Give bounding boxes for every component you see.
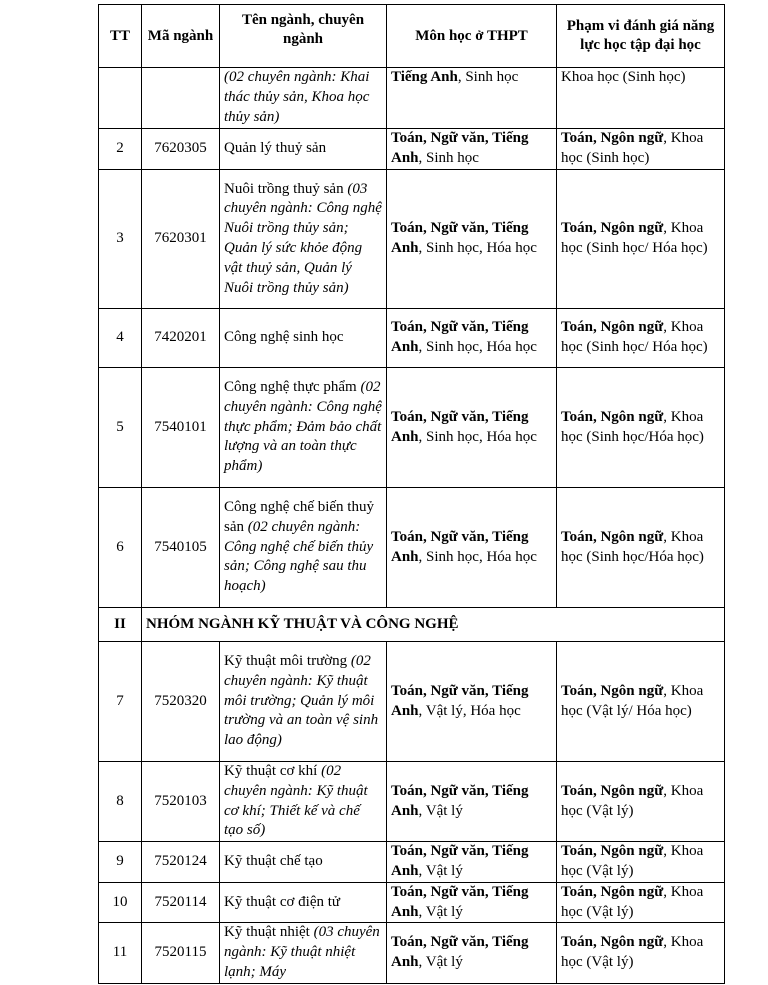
row-name-cell xyxy=(220,170,387,309)
row-pham-rest: , Khoa học (Sinh học) xyxy=(561,130,704,166)
row-pham-rest: , Khoa học (Vật lý/ Hóa học) xyxy=(561,682,704,719)
row-mon-bold: Toán, Ngữ văn, Tiếng Anh xyxy=(391,130,529,166)
table-row xyxy=(99,488,725,608)
row-mon-cell xyxy=(387,842,557,883)
row-mon-rest: , Vật lý, Hóa học xyxy=(418,702,521,719)
row-mon-rest: , Vật lý xyxy=(418,954,463,971)
row-pham-cell xyxy=(557,762,725,842)
row-mon-rest: , Sinh học xyxy=(418,150,479,166)
row-code xyxy=(142,68,220,129)
table-row xyxy=(99,842,725,883)
row-spec: (03 chuyên ngành: Kỹ thuật nhiệt lạnh; Máy xyxy=(224,924,380,980)
row-pham-rest: , Khoa học (Vật lý) xyxy=(561,843,704,879)
row-pham-rest: , Khoa học (Sinh học/ Hóa học) xyxy=(561,220,708,256)
row-pham-cell xyxy=(557,309,725,368)
row-code: 7520103 xyxy=(142,762,220,842)
table-row xyxy=(99,923,725,983)
row-mon-cell xyxy=(387,68,557,129)
row-mon-rest: , Sinh học, Hóa học xyxy=(418,339,537,355)
group-row xyxy=(99,608,725,642)
row-name: Kỹ thuật chế tạo xyxy=(224,853,323,870)
row-code: 7540101 xyxy=(142,368,220,488)
row-mon-rest: , Vật lý xyxy=(418,862,463,879)
row-name: Công nghệ thực phẩm xyxy=(224,379,357,395)
row-spec: (02 chuyên ngành: Kỹ thuật môi trường; Quản lý môi trường và an toàn vệ sinh lao động) xyxy=(224,653,379,749)
row-name: Kỹ thuật môi trường xyxy=(224,653,348,669)
row-tt: 3 xyxy=(99,170,142,309)
row-mon-bold: Toán, Ngữ văn, Tiếng Anh xyxy=(391,934,529,971)
row-mon-rest: , Vật lý xyxy=(418,903,463,920)
row-spec: (02 chuyên ngành: Kỹ thuật cơ khí; Thiết kế và chế tạo số) xyxy=(224,763,368,839)
row-pham-rest: Khoa học (Sinh học) xyxy=(561,69,686,85)
row-code: 7520320 xyxy=(142,642,220,762)
row-pham-rest: , Khoa học (Vật lý) xyxy=(561,883,704,920)
row-pham-rest: , Khoa học (Vật lý) xyxy=(561,782,704,819)
row-mon-bold: Toán, Ngữ văn, Tiếng Anh xyxy=(391,408,529,445)
row-pham-cell xyxy=(557,368,725,488)
row-mon-bold: Toán, Ngữ văn, Tiếng Anh xyxy=(391,528,529,565)
row-name-cell xyxy=(220,923,387,983)
row-pham-cell xyxy=(557,129,725,170)
row-mon-cell xyxy=(387,642,557,762)
row-pham-cell xyxy=(557,68,725,129)
row-tt: 5 xyxy=(99,368,142,488)
row-mon-cell xyxy=(387,923,557,983)
row-mon-cell xyxy=(387,309,557,368)
row-pham-bold: Toán, Ngôn ngữ xyxy=(561,528,664,545)
row-tt: 8 xyxy=(99,762,142,842)
row-pham-cell xyxy=(557,842,725,883)
row-mon-rest: , Vật lý xyxy=(418,802,463,819)
row-code: 7540105 xyxy=(142,488,220,608)
row-name: Công nghệ sinh học xyxy=(224,329,344,346)
row-pham-cell xyxy=(557,170,725,309)
row-mon-rest: , Sinh học xyxy=(457,69,519,85)
row-pham-bold: Toán, Ngôn ngữ xyxy=(561,319,664,336)
row-pham-bold: Toán, Ngôn ngữ xyxy=(561,682,664,699)
group-title: NHÓM NGÀNH KỸ THUẬT VÀ CÔNG NGHỆ xyxy=(142,608,725,642)
header-ten-nganh: Tên ngành, chuyên ngành xyxy=(220,5,387,68)
row-mon-cell xyxy=(387,762,557,842)
row-name-cell xyxy=(220,488,387,608)
row-mon-cell xyxy=(387,488,557,608)
row-mon-bold: Tiếng Anh xyxy=(391,69,458,85)
row-tt xyxy=(99,68,142,129)
row-pham-cell xyxy=(557,923,725,983)
row-code: 7520124 xyxy=(142,842,220,883)
row-name: Kỹ thuật cơ điện tử xyxy=(224,893,341,910)
row-mon-bold: Toán, Ngữ văn, Tiếng Anh xyxy=(391,883,529,920)
header-tt: TT xyxy=(99,5,142,68)
row-pham-bold: Toán, Ngôn ngữ xyxy=(561,220,664,237)
row-name-cell xyxy=(220,882,387,923)
row-mon-bold: Toán, Ngữ văn, Tiếng Anh xyxy=(391,220,529,256)
row-mon-rest: , Sinh học, Hóa học xyxy=(418,548,537,565)
row-code: 7520114 xyxy=(142,882,220,923)
row-mon-cell xyxy=(387,170,557,309)
row-name-cell xyxy=(220,842,387,883)
row-tt: 11 xyxy=(99,923,142,983)
row-spec: (02 chuyên ngành: Công nghệ chế biến thủy sản; Công nghệ sau thu hoạch) xyxy=(224,518,374,595)
row-code: 7520115 xyxy=(142,923,220,983)
header-pham-vi: Phạm vi đánh giá năng lực học tập đại học xyxy=(557,5,725,68)
row-pham-rest: , Khoa học (Sinh học/Hóa học) xyxy=(561,408,704,445)
row-pham-cell xyxy=(557,882,725,923)
row-pham-cell xyxy=(557,488,725,608)
row-pham-rest: , Khoa học (Sinh học/ Hóa học) xyxy=(561,319,708,355)
row-tt: 6 xyxy=(99,488,142,608)
row-mon-bold: Toán, Ngữ văn, Tiếng Anh xyxy=(391,319,529,355)
row-mon-rest: , Sinh học, Hóa học xyxy=(418,240,537,256)
row-name: Kỹ thuật nhiệt xyxy=(224,924,310,941)
row-tt: 10 xyxy=(99,882,142,923)
row-pham-bold: Toán, Ngôn ngữ xyxy=(561,782,664,799)
row-pham-rest: , Khoa học (Sinh học/Hóa học) xyxy=(561,528,704,565)
row-code: 7620305 xyxy=(142,129,220,170)
row-code: 7620301 xyxy=(142,170,220,309)
group-id: II xyxy=(99,608,142,642)
row-name: Nuôi trồng thuỷ sản xyxy=(224,180,344,197)
header-mon-hoc: Môn học ở THPT xyxy=(387,5,557,68)
row-mon-bold: Toán, Ngữ văn, Tiếng Anh xyxy=(391,843,529,879)
row-name: Công nghệ chế biến thuỷ sản xyxy=(224,499,374,535)
table-row xyxy=(99,68,725,129)
header-ma-nganh: Mã ngành xyxy=(142,5,220,68)
row-name-cell xyxy=(220,68,387,129)
row-mon-cell xyxy=(387,368,557,488)
table-row xyxy=(99,129,725,170)
admission-table xyxy=(98,4,725,984)
table-row xyxy=(99,762,725,842)
table-row xyxy=(99,309,725,368)
row-name: Kỹ thuật cơ khí xyxy=(224,763,318,779)
row-pham-bold: Toán, Ngôn ngữ xyxy=(561,408,664,425)
row-name-cell xyxy=(220,762,387,842)
table-row xyxy=(99,170,725,309)
row-pham-bold: Toán, Ngôn ngữ xyxy=(561,130,664,147)
row-mon-cell xyxy=(387,882,557,923)
table-row xyxy=(99,368,725,488)
row-name: Quản lý thuỷ sản xyxy=(224,140,327,157)
row-name-cell xyxy=(220,642,387,762)
row-mon-cell xyxy=(387,129,557,170)
table-header-row xyxy=(99,5,725,68)
row-tt: 9 xyxy=(99,842,142,883)
row-mon-bold: Toán, Ngữ văn, Tiếng Anh xyxy=(391,682,529,719)
row-tt: 4 xyxy=(99,309,142,368)
row-tt: 2 xyxy=(99,129,142,170)
row-pham-rest: , Khoa học (Vật lý) xyxy=(561,934,704,971)
row-mon-rest: , Sinh học, Hóa học xyxy=(418,428,537,445)
row-pham-cell xyxy=(557,642,725,762)
row-spec: (02 chuyên ngành: Khai thác thủy sản, Khoa học thủy sản) xyxy=(224,69,370,125)
table-row xyxy=(99,882,725,923)
row-name-cell xyxy=(220,129,387,170)
row-pham-bold: Toán, Ngôn ngữ xyxy=(561,934,664,951)
row-pham-bold: Toán, Ngôn ngữ xyxy=(561,843,664,860)
row-code: 7420201 xyxy=(142,309,220,368)
row-mon-bold: Toán, Ngữ văn, Tiếng Anh xyxy=(391,782,529,819)
row-tt: 7 xyxy=(99,642,142,762)
row-pham-bold: Toán, Ngôn ngữ xyxy=(561,883,664,900)
row-spec: (03 chuyên ngành: Công nghệ Nuôi trồng thủy sản; Quản lý sức khỏe động vật thuỷ sản, Quản lý Nuôi trồng thủy sản) xyxy=(224,180,382,296)
table-row xyxy=(99,642,725,762)
row-spec: (02 chuyên ngành: Công nghệ thực phẩm; Đảm bảo chất lượng và an toàn thực phẩm) xyxy=(224,379,382,475)
row-name-cell xyxy=(220,309,387,368)
row-name-cell xyxy=(220,368,387,488)
